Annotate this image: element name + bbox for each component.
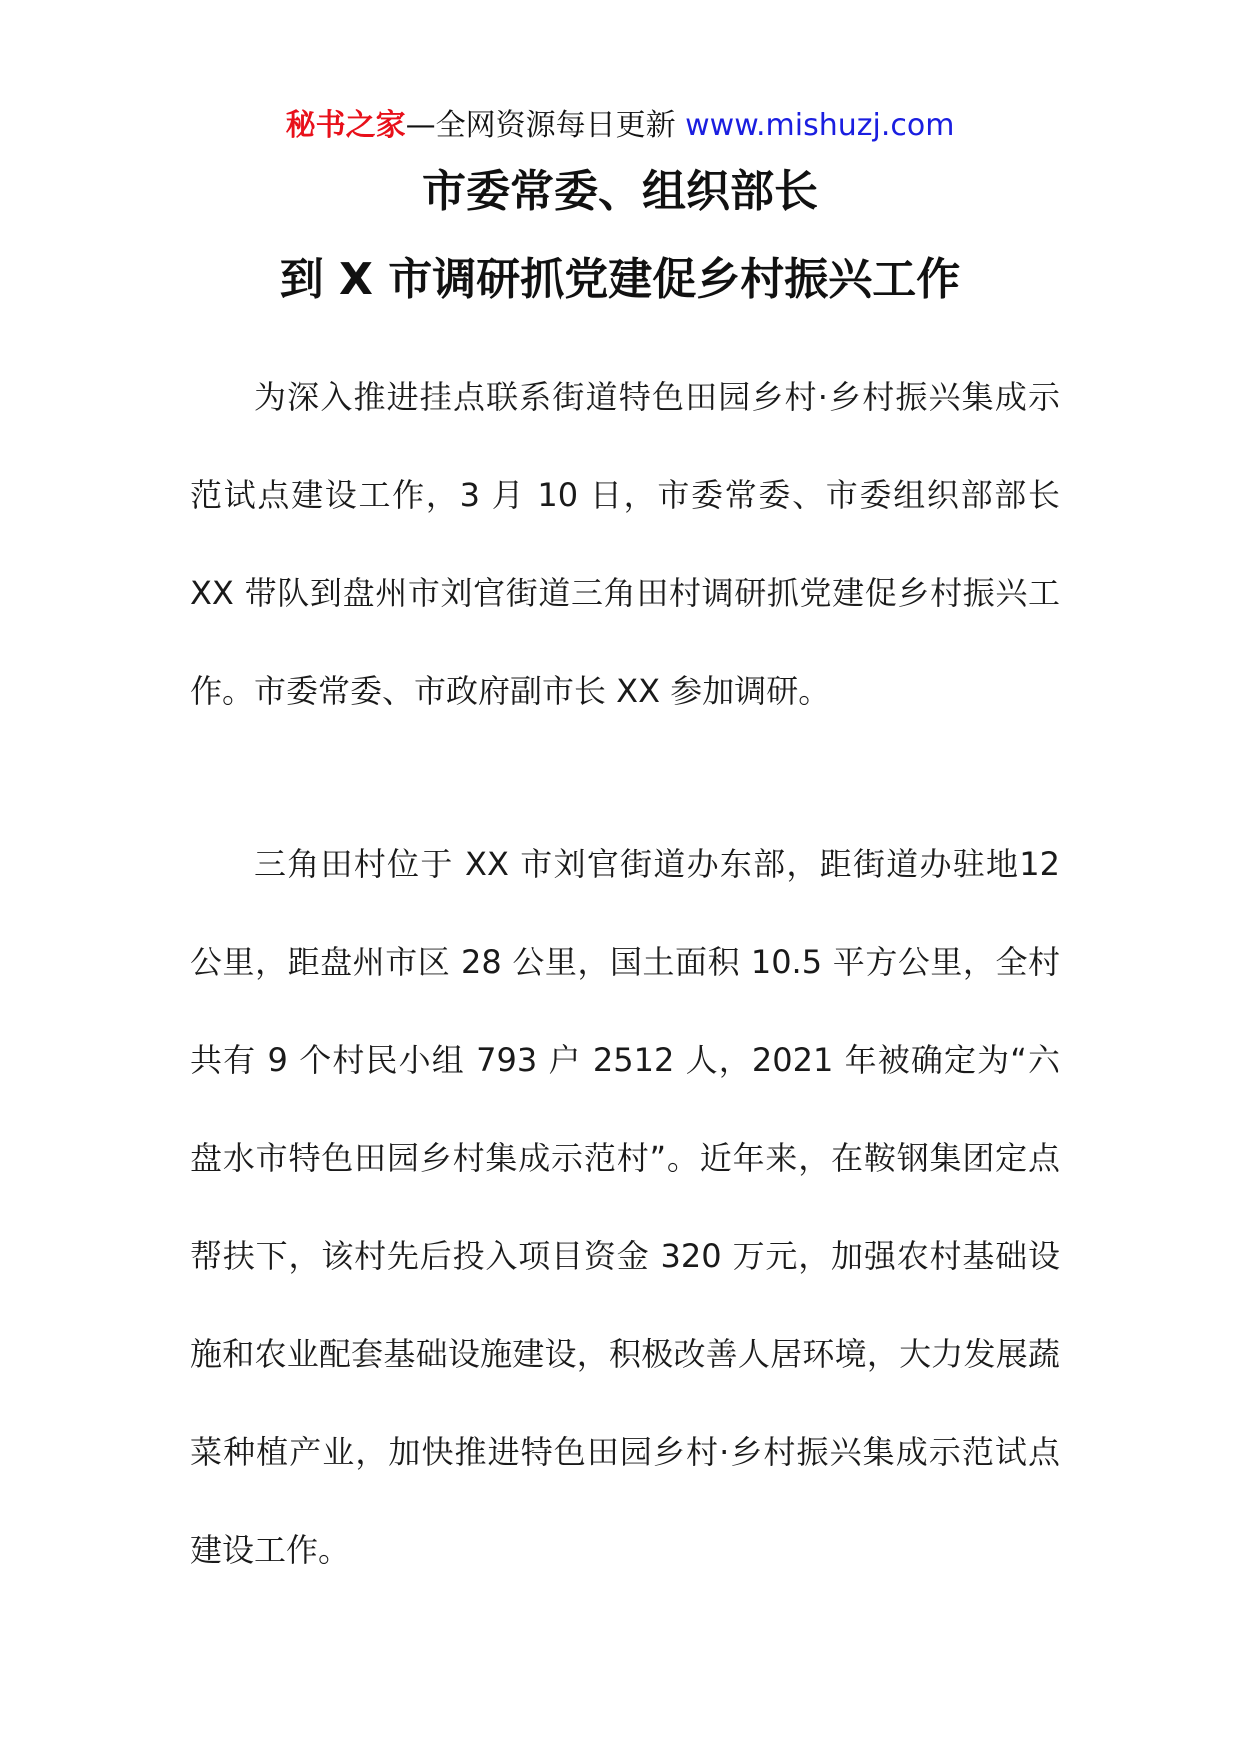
site-url-link[interactable]: www.mishuzj.com — [685, 108, 955, 143]
site-brand: 秘书之家 — [285, 108, 406, 143]
site-tagline: —全网资源每日更新 — [405, 108, 676, 143]
document-title-line-1: 市委常委、组织部长 — [422, 166, 818, 217]
body-paragraph-2: 三角田村位于 XX 市刘官街道办东部，距街道办驻地12 公里，距盘州市区 28 公里，国土面积 10.5 平方公里，全村共有 9 个村民小组 793 户 2512 人，2021 年被确定为“六盘水市特色田园乡村集成示范村”。近年来，在鞍钢集团定点帮扶下，该村先后投入项目资金 320 万元，加强农村基础设施和农业配套基础设施建设，积极改善人居环境，大力发展蔬菜种植产业，加快推进特色田园乡村·乡村振兴集成示范试点建设工作。 — [190, 845, 1060, 1569]
site-header — [0, 104, 1240, 148]
body-paragraph-1: 为深入推进挂点联系街道特色田园乡村·乡村振兴集成示范试点建设工作，3 月 10 日，市委常委、市委组织部部长 XX 带队到盘州市刘官街道三角田村调研抓党建促乡村振兴工作。市委常委、市政府副市长 XX 参加调研。 — [190, 378, 1060, 710]
document-title-line-2: 到 X 市调研抓党建促乡村振兴工作 — [279, 254, 961, 305]
